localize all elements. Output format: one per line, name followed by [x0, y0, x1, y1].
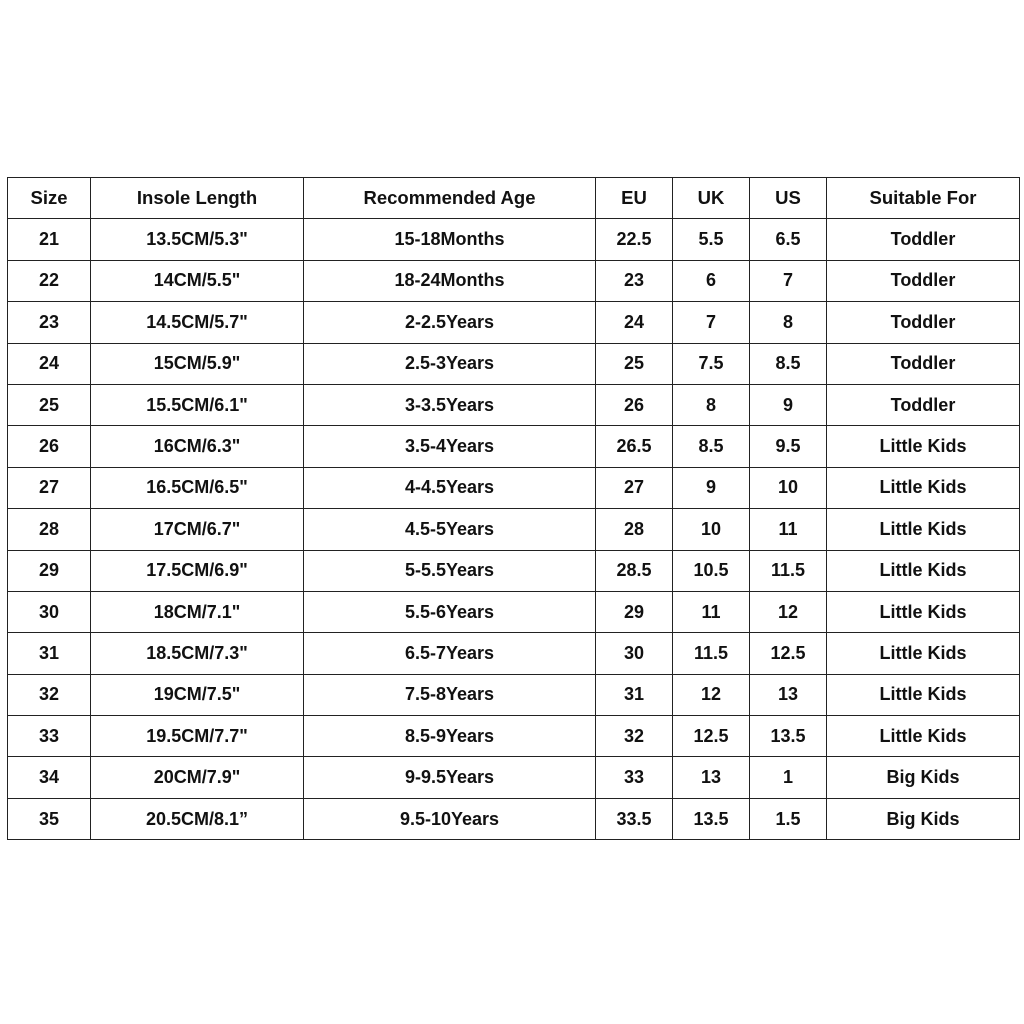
cell-recommended-age: 3.5-4Years	[304, 426, 596, 467]
cell-suitable-for: Little Kids	[827, 509, 1020, 550]
cell-eu: 31	[596, 674, 673, 715]
cell-suitable-for: Little Kids	[827, 633, 1020, 674]
cell-uk: 13.5	[673, 798, 750, 839]
cell-uk: 10.5	[673, 550, 750, 591]
cell-insole-length: 14.5CM/5.7"	[91, 302, 304, 343]
header-uk: UK	[673, 178, 750, 219]
cell-recommended-age: 18-24Months	[304, 260, 596, 301]
cell-us: 6.5	[750, 219, 827, 260]
cell-recommended-age: 8.5-9Years	[304, 716, 596, 757]
cell-insole-length: 17.5CM/6.9"	[91, 550, 304, 591]
cell-size: 35	[8, 798, 91, 839]
cell-uk: 7.5	[673, 343, 750, 384]
cell-eu: 23	[596, 260, 673, 301]
cell-us: 10	[750, 467, 827, 508]
cell-us: 12.5	[750, 633, 827, 674]
header-us: US	[750, 178, 827, 219]
cell-uk: 10	[673, 509, 750, 550]
cell-recommended-age: 5-5.5Years	[304, 550, 596, 591]
cell-recommended-age: 4-4.5Years	[304, 467, 596, 508]
cell-eu: 27	[596, 467, 673, 508]
cell-uk: 11.5	[673, 633, 750, 674]
table-header-row	[8, 178, 1020, 219]
cell-recommended-age: 2.5-3Years	[304, 343, 596, 384]
cell-size: 29	[8, 550, 91, 591]
cell-uk: 7	[673, 302, 750, 343]
cell-suitable-for: Toddler	[827, 260, 1020, 301]
cell-size: 33	[8, 716, 91, 757]
table-row	[8, 219, 1020, 260]
header-eu: EU	[596, 178, 673, 219]
cell-eu: 26.5	[596, 426, 673, 467]
size-chart-table	[7, 177, 1020, 840]
cell-size: 22	[8, 260, 91, 301]
cell-recommended-age: 9.5-10Years	[304, 798, 596, 839]
table-row	[8, 509, 1020, 550]
cell-insole-length: 15CM/5.9"	[91, 343, 304, 384]
cell-size: 21	[8, 219, 91, 260]
cell-suitable-for: Little Kids	[827, 674, 1020, 715]
cell-uk: 5.5	[673, 219, 750, 260]
header-suitable-for: Suitable For	[827, 178, 1020, 219]
cell-recommended-age: 15-18Months	[304, 219, 596, 260]
table-row	[8, 716, 1020, 757]
cell-eu: 26	[596, 384, 673, 425]
cell-insole-length: 13.5CM/5.3"	[91, 219, 304, 260]
cell-suitable-for: Toddler	[827, 302, 1020, 343]
table-row	[8, 757, 1020, 798]
header-recommended-age: Recommended Age	[304, 178, 596, 219]
cell-recommended-age: 3-3.5Years	[304, 384, 596, 425]
cell-size: 23	[8, 302, 91, 343]
table-row	[8, 302, 1020, 343]
table-row	[8, 426, 1020, 467]
cell-size: 34	[8, 757, 91, 798]
cell-suitable-for: Little Kids	[827, 716, 1020, 757]
cell-us: 7	[750, 260, 827, 301]
cell-eu: 32	[596, 716, 673, 757]
cell-suitable-for: Little Kids	[827, 467, 1020, 508]
cell-suitable-for: Toddler	[827, 343, 1020, 384]
cell-suitable-for: Toddler	[827, 219, 1020, 260]
header-insole-length: Insole Length	[91, 178, 304, 219]
cell-us: 13	[750, 674, 827, 715]
cell-uk: 9	[673, 467, 750, 508]
cell-insole-length: 15.5CM/6.1"	[91, 384, 304, 425]
cell-us: 9	[750, 384, 827, 425]
table-row	[8, 798, 1020, 839]
cell-recommended-age: 9-9.5Years	[304, 757, 596, 798]
cell-us: 11	[750, 509, 827, 550]
cell-size: 32	[8, 674, 91, 715]
table-row	[8, 343, 1020, 384]
cell-eu: 33	[596, 757, 673, 798]
table-row	[8, 384, 1020, 425]
table-row	[8, 260, 1020, 301]
cell-uk: 13	[673, 757, 750, 798]
cell-suitable-for: Toddler	[827, 384, 1020, 425]
table-row	[8, 550, 1020, 591]
cell-eu: 24	[596, 302, 673, 343]
cell-size: 28	[8, 509, 91, 550]
cell-insole-length: 20CM/7.9"	[91, 757, 304, 798]
cell-uk: 8	[673, 384, 750, 425]
cell-us: 8	[750, 302, 827, 343]
cell-size: 31	[8, 633, 91, 674]
cell-size: 24	[8, 343, 91, 384]
cell-insole-length: 19CM/7.5"	[91, 674, 304, 715]
cell-insole-length: 18.5CM/7.3"	[91, 633, 304, 674]
cell-size: 26	[8, 426, 91, 467]
cell-uk: 12	[673, 674, 750, 715]
cell-recommended-age: 5.5-6Years	[304, 591, 596, 632]
cell-suitable-for: Big Kids	[827, 798, 1020, 839]
cell-insole-length: 16CM/6.3"	[91, 426, 304, 467]
table-row	[8, 467, 1020, 508]
cell-uk: 12.5	[673, 716, 750, 757]
cell-recommended-age: 4.5-5Years	[304, 509, 596, 550]
cell-insole-length: 19.5CM/7.7"	[91, 716, 304, 757]
cell-us: 12	[750, 591, 827, 632]
cell-eu: 28.5	[596, 550, 673, 591]
cell-suitable-for: Big Kids	[827, 757, 1020, 798]
cell-recommended-age: 7.5-8Years	[304, 674, 596, 715]
table-row	[8, 591, 1020, 632]
cell-uk: 11	[673, 591, 750, 632]
table-row	[8, 674, 1020, 715]
cell-suitable-for: Little Kids	[827, 550, 1020, 591]
cell-suitable-for: Little Kids	[827, 426, 1020, 467]
cell-us: 8.5	[750, 343, 827, 384]
cell-insole-length: 17CM/6.7"	[91, 509, 304, 550]
cell-uk: 6	[673, 260, 750, 301]
cell-eu: 28	[596, 509, 673, 550]
cell-insole-length: 16.5CM/6.5"	[91, 467, 304, 508]
cell-size: 30	[8, 591, 91, 632]
header-size: Size	[8, 178, 91, 219]
cell-eu: 33.5	[596, 798, 673, 839]
cell-insole-length: 20.5CM/8.1”	[91, 798, 304, 839]
cell-size: 25	[8, 384, 91, 425]
cell-eu: 22.5	[596, 219, 673, 260]
cell-suitable-for: Little Kids	[827, 591, 1020, 632]
cell-recommended-age: 2-2.5Years	[304, 302, 596, 343]
cell-insole-length: 18CM/7.1"	[91, 591, 304, 632]
cell-us: 11.5	[750, 550, 827, 591]
cell-us: 1.5	[750, 798, 827, 839]
cell-recommended-age: 6.5-7Years	[304, 633, 596, 674]
cell-us: 1	[750, 757, 827, 798]
cell-us: 9.5	[750, 426, 827, 467]
cell-us: 13.5	[750, 716, 827, 757]
cell-eu: 30	[596, 633, 673, 674]
cell-size: 27	[8, 467, 91, 508]
cell-uk: 8.5	[673, 426, 750, 467]
cell-eu: 25	[596, 343, 673, 384]
cell-insole-length: 14CM/5.5"	[91, 260, 304, 301]
cell-eu: 29	[596, 591, 673, 632]
table-row	[8, 633, 1020, 674]
